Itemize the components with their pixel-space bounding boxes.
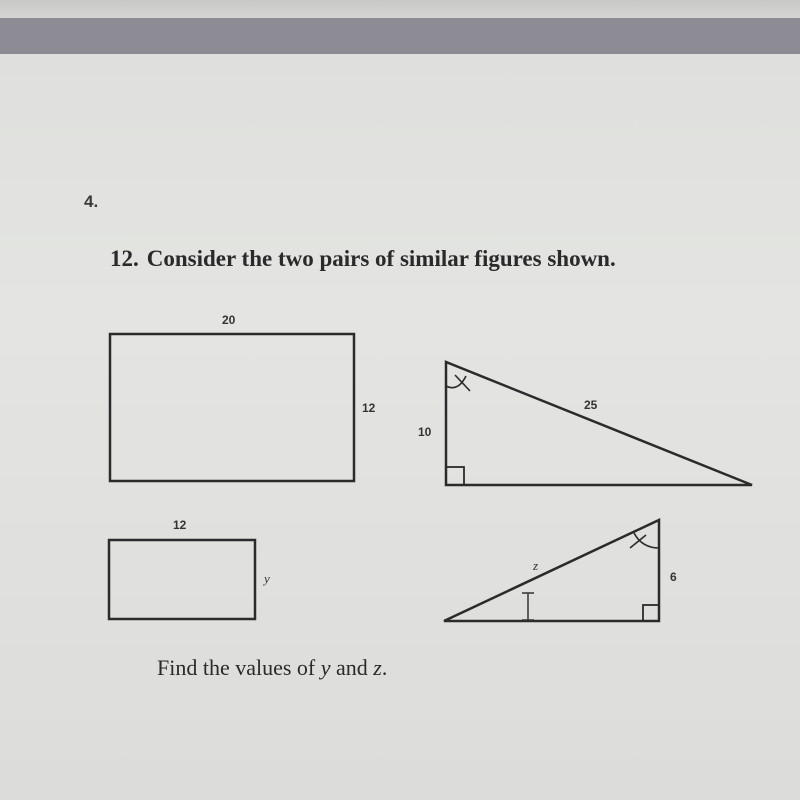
instruction-suffix: . xyxy=(381,655,388,680)
small-triangle xyxy=(444,520,659,621)
large-rectangle-width-label: 20 xyxy=(222,313,236,327)
small-triangle-right-angle-mark xyxy=(643,605,659,621)
large-rectangle xyxy=(110,334,354,481)
small-triangle-hypotenuse-label: z xyxy=(533,558,539,573)
small-triangle-angle-tick xyxy=(630,535,646,548)
small-triangle-cursor-icon xyxy=(522,593,534,620)
instruction-prefix: Find the values of xyxy=(157,655,321,680)
problem-number: 4. xyxy=(84,192,99,211)
large-rectangle-height-label: 12 xyxy=(362,401,376,415)
large-triangle-right-angle-mark xyxy=(446,467,464,485)
small-rectangle-height-label: y xyxy=(264,571,270,586)
instruction-var-y: y xyxy=(320,655,331,680)
large-triangle-angle-tick xyxy=(455,375,470,391)
large-triangle-angle-arc xyxy=(446,376,466,388)
large-triangle-leg-label: 10 xyxy=(418,425,432,439)
large-triangle xyxy=(446,362,752,485)
instruction-middle: and xyxy=(330,655,374,680)
instruction-text xyxy=(157,655,387,681)
instruction-var-z: z xyxy=(373,655,382,680)
small-triangle-leg-label: 6 xyxy=(670,570,677,584)
large-triangle-hypotenuse-label: 25 xyxy=(584,398,598,412)
question-text: Consider the two pairs of similar figures shown. xyxy=(146,246,616,271)
question-number: 12. xyxy=(110,246,139,271)
small-rectangle-width-label: 12 xyxy=(173,518,187,532)
small-rectangle xyxy=(109,540,255,619)
small-triangle-angle-arc xyxy=(634,533,659,548)
